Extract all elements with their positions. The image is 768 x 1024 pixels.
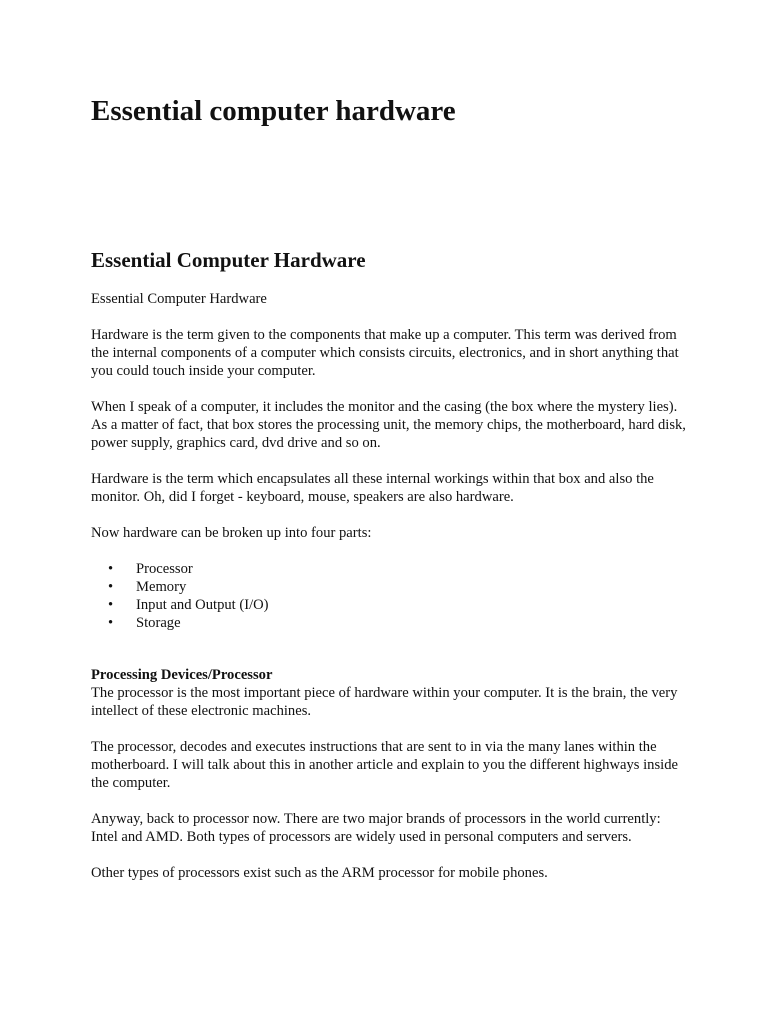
intro-label: Essential Computer Hardware <box>91 291 267 307</box>
list-item-label: Storage <box>136 615 181 631</box>
list-item <box>108 614 691 632</box>
list-item-label: Input and Output (I/O) <box>136 597 269 613</box>
document-title: Essential computer hardware <box>91 95 456 127</box>
list-item-label: Processor <box>136 561 193 577</box>
document-body <box>91 290 691 900</box>
paragraph-hardware-definition: Hardware is the term given to the components that make up a computer. This term was derived from the internal components of a computer which consists circuits, electronics, and in short anything that you could touch inside your computer. <box>91 327 679 379</box>
paragraph-processor-brands: Anyway, back to processor now. There are two major brands of processors in the world currently: Intel and AMD. Both types of processors are widely used in personal computers and servers. <box>91 811 661 845</box>
hardware-parts-list <box>91 560 691 632</box>
bullet-glyph: • <box>108 615 114 631</box>
paragraph-processor-other-types: Other types of processors exist such as the ARM processor for mobile phones. <box>91 865 548 881</box>
section-heading: Essential Computer Hardware <box>91 248 366 272</box>
list-item <box>108 596 691 614</box>
bullet-glyph: • <box>108 561 114 577</box>
bullet-glyph: • <box>108 597 114 613</box>
paragraph-four-parts: Now hardware can be broken up into four parts: <box>91 525 372 541</box>
paragraph-computer-components: When I speak of a computer, it includes the monitor and the casing (the box where the mystery lies). As a matter of fact, that box stores the processing unit, the memory chips, the motherboard, hard disk, power supply, graphics card, dvd drive and so on. <box>91 399 686 451</box>
paragraph-hardware-scope: Hardware is the term which encapsulates all these internal workings within that box and also the monitor. Oh, did I forget - keyboard, mouse, speakers are also hardware. <box>91 471 654 505</box>
list-item-label: Memory <box>136 579 187 595</box>
list-item <box>108 578 691 596</box>
processor-section <box>91 666 691 720</box>
paragraph-processor-decodes: The processor, decodes and executes instructions that are sent to in via the many lanes within the motherboard. I will talk about this in another article and explain to you the different highways inside the computer. <box>91 739 678 791</box>
list-item <box>108 560 691 578</box>
paragraph-processor-importance: The processor is the most important piece of hardware within your computer. It is the brain, the very intellect of these electronic machines. <box>91 685 678 719</box>
bullet-glyph: • <box>108 579 114 595</box>
processor-subheading: Processing Devices/Processor <box>91 667 273 683</box>
